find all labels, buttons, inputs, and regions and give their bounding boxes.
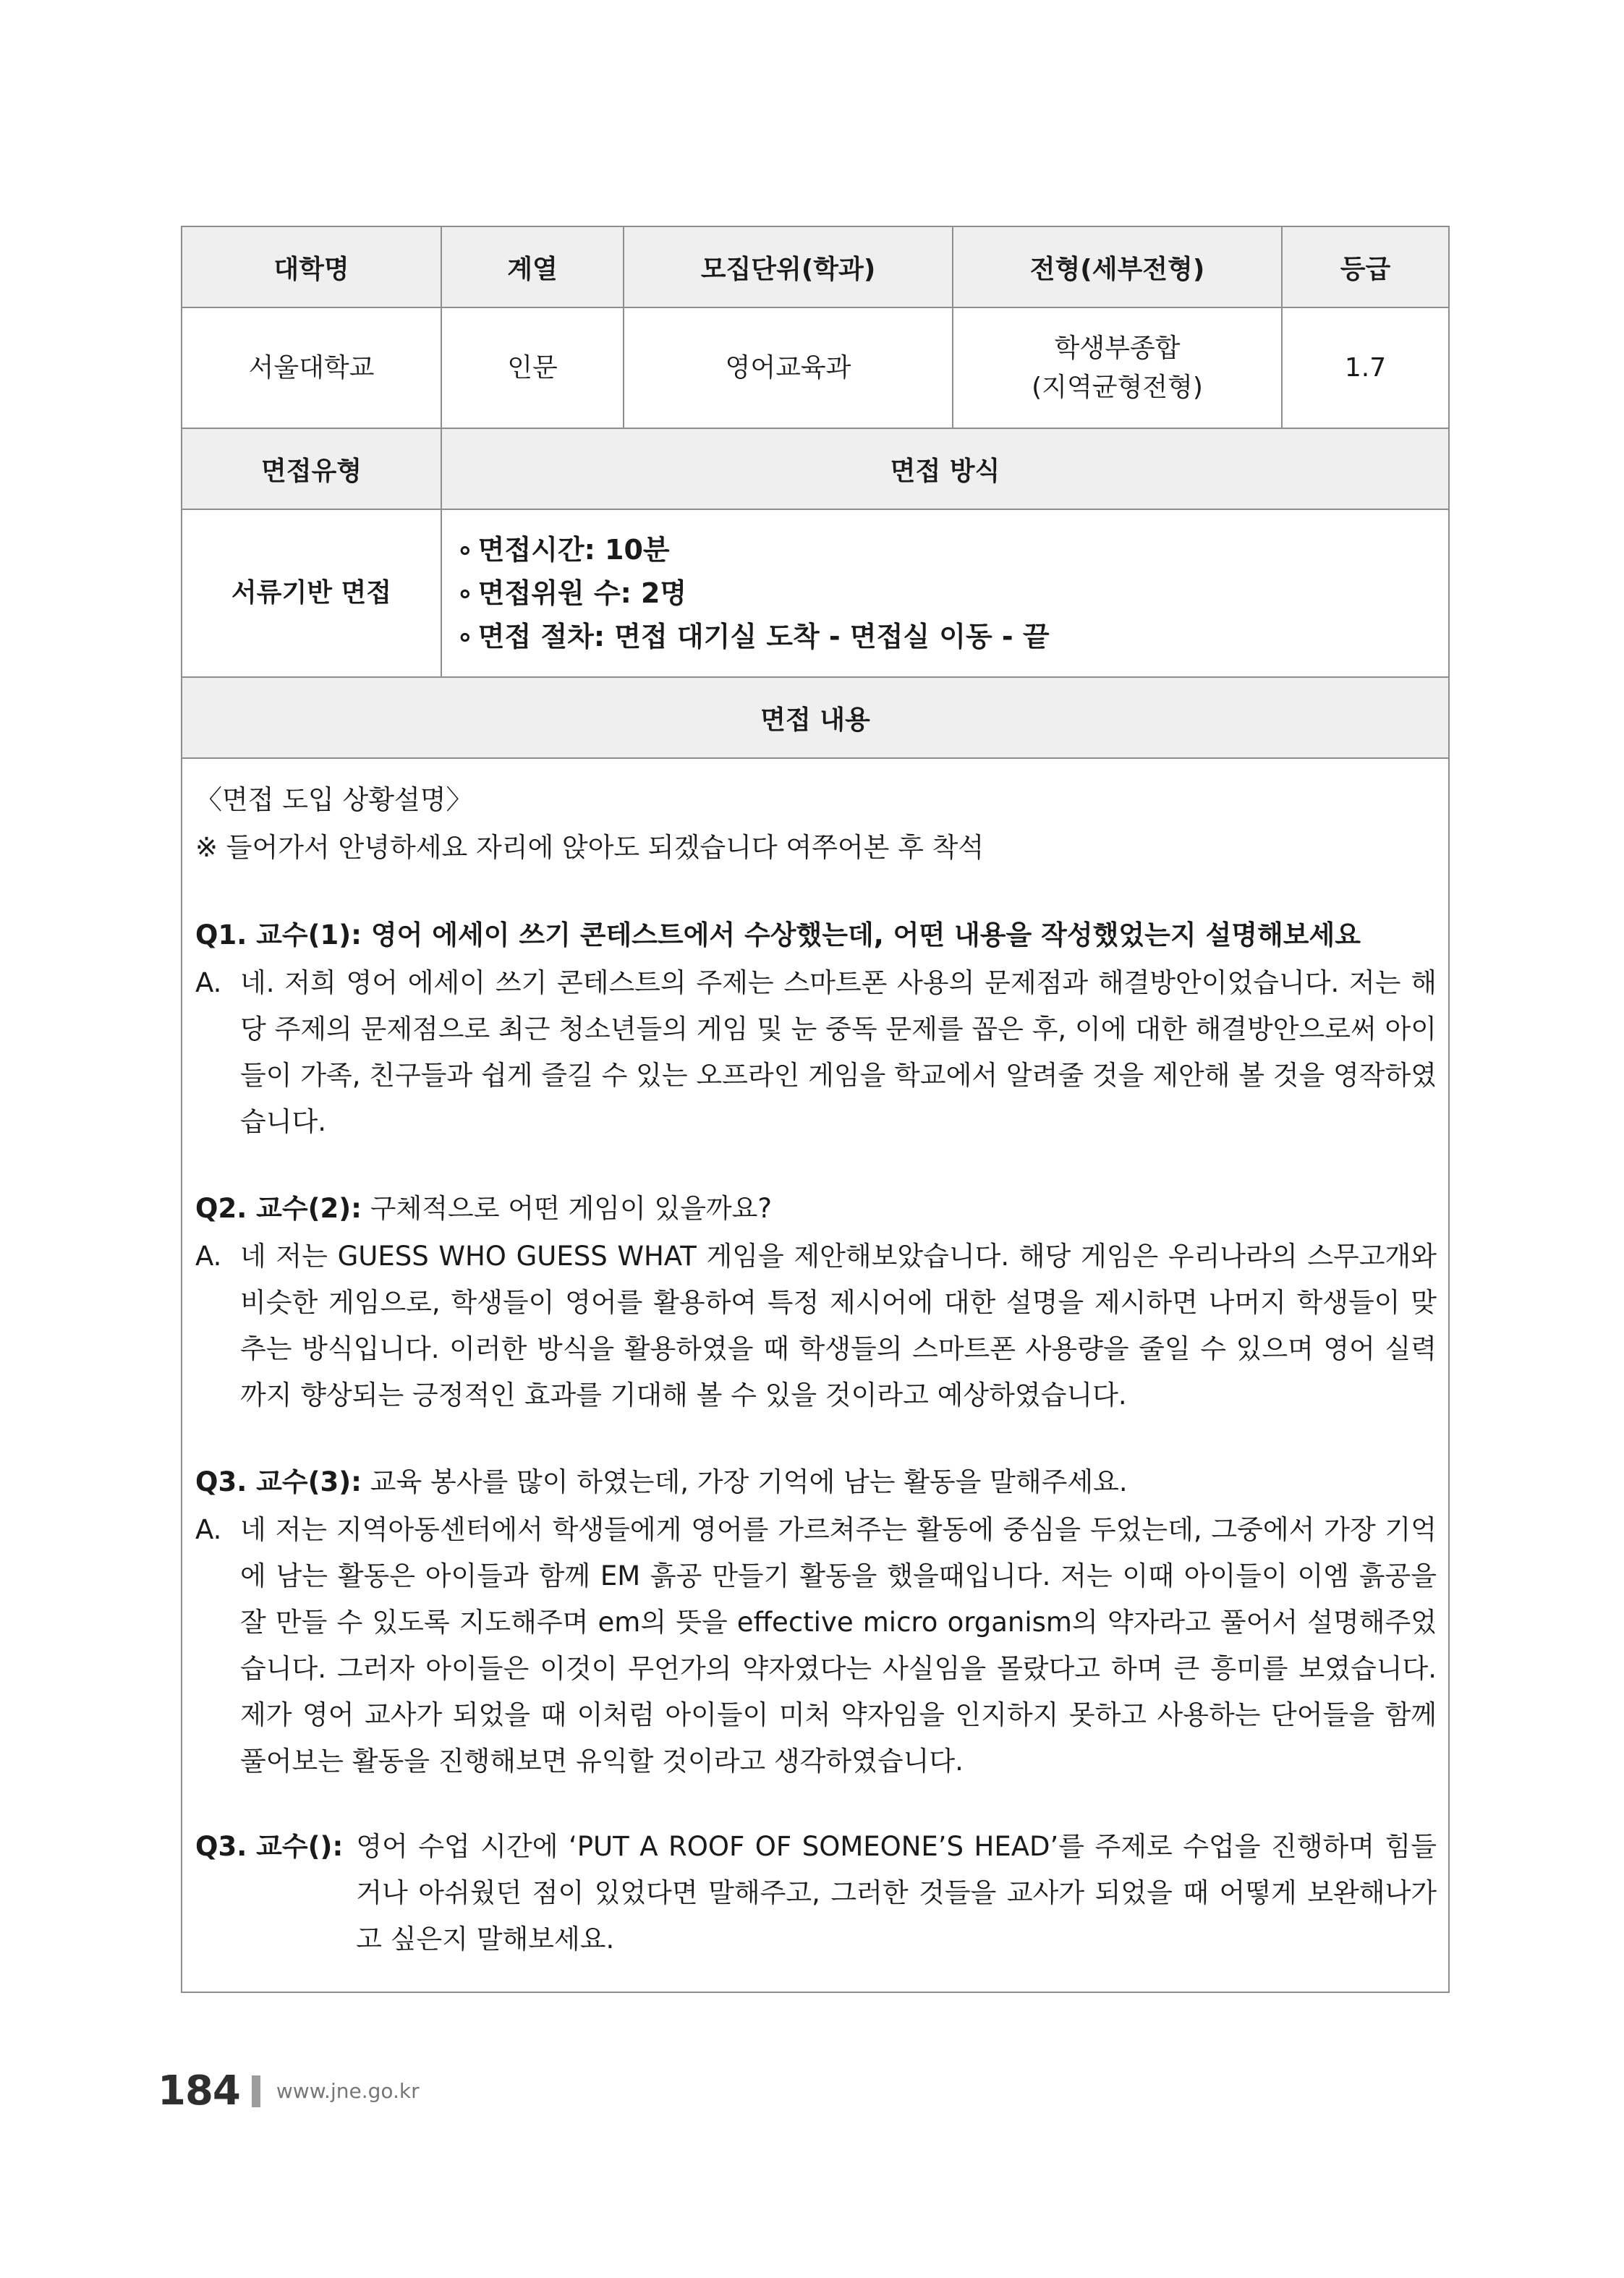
question-3-text: 교육 봉사를 많이 하였는데, 가장 기억에 남는 활동을 말해주세요. <box>370 1466 1128 1497</box>
cell-interview-content <box>182 758 1449 1992</box>
answer-2 <box>195 1233 1437 1419</box>
answer-1-label: A. <box>195 967 222 998</box>
header-department: 모집단위(학과) <box>624 226 953 307</box>
question-3-label: Q3. 교수(3): <box>195 1466 362 1497</box>
method-item-panel: ∘ 면접위원 수: 2명 <box>456 571 1448 615</box>
cell-university: 서울대학교 <box>182 307 441 428</box>
footer-divider <box>252 2075 260 2107</box>
intro-note: ※ 들어가서 안녕하세요 자리에 앉아도 되겠습니다 여쭈어본 후 착석 <box>195 832 985 863</box>
header-interview-content: 면접 내용 <box>182 677 1449 758</box>
header-interview-type: 면접유형 <box>182 428 441 509</box>
answer-2-text: 네 저는 GUESS WHO GUESS WHAT 게임을 제안해보았습니다. 해당 게임은 우리나라의 스무고개와 비슷한 게임으로, 학생들이 영어를 활용하여 특정 제시어에 대한 설명을 제시하면 나머지 학생들이 맞추는 방식입니다. 이러한 방식을 활용하였을 때 학생들의 스마트폰 사용량을 줄일 수 있으며 영어 실력까지 향상되는 긍정적인 효과를 기대해 볼 수 있을 것이라고 예상하였습니다. <box>240 1241 1437 1411</box>
cell-field: 인문 <box>441 307 624 428</box>
header-grade: 등급 <box>1282 226 1449 307</box>
page-footer <box>158 2067 420 2115</box>
page-number: 184 <box>158 2067 240 2115</box>
header-admission: 전형(세부전형) <box>953 226 1282 307</box>
interview-table <box>181 226 1450 1993</box>
question-2-label: Q2. 교수(2): <box>195 1193 362 1224</box>
interview-sheet <box>181 226 1448 1993</box>
intro-title: 〈면접 도입 상황설명〉 <box>195 784 473 815</box>
question-2 <box>195 1184 1437 1233</box>
header-interview-method: 면접 방식 <box>441 428 1449 509</box>
method-item-procedure: ∘ 면접 절차: 면접 대기실 도착 - 면접실 이동 - 끝 <box>456 615 1448 658</box>
answer-1-text: 네. 저희 영어 에세이 쓰기 콘테스트의 주제는 스마트폰 사용의 문제점과 해결방안이었습니다. 저는 해당 주제의 문제점으로 최근 청소년들의 게임 및 눈 중독 문제를 꼽은 후, 이에 대한 해결방안으로써 아이들이 가족, 친구들과 쉽게 즐길 수 있는 오프라인 게임을 학교에서 알려줄 것을 제안해 볼 것을 영작하였습니다. <box>240 967 1437 1137</box>
question-3 <box>195 1458 1437 1507</box>
method-item-time: ∘ 면접시간: 10분 <box>456 528 1448 571</box>
cell-interview-type: 서류기반 면접 <box>182 509 441 677</box>
cell-admission <box>953 307 1282 428</box>
footer-url: www.jne.go.kr <box>276 2079 420 2103</box>
header-field: 계열 <box>441 226 624 307</box>
admission-line-2: (지역균형전형) <box>1032 372 1203 402</box>
answer-2-label: A. <box>195 1241 222 1272</box>
question-1-text: Q1. 교수(1): 영어 에세이 쓰기 콘테스트에서 수상했는데, 어떤 내용을 작성했었는지 설명해보세요 <box>195 919 1361 951</box>
header-university: 대학명 <box>182 226 441 307</box>
cell-grade: 1.7 <box>1282 307 1449 428</box>
question-4-label: Q3. 교수(): <box>195 1831 344 1862</box>
answer-3 <box>195 1507 1437 1785</box>
answer-3-label: A. <box>195 1514 222 1545</box>
question-1 <box>195 911 1437 960</box>
question-4 <box>195 1824 1437 1963</box>
question-2-text: 구체적으로 어떤 게임이 있을까요? <box>370 1193 773 1224</box>
cell-department: 영어교육과 <box>624 307 953 428</box>
question-4-text: 영어 수업 시간에 ‘PUT A ROOF OF SOMEONE’S HEAD’를 주제로 수업을 진행하며 힘들거나 아쉬웠던 점이 있었다면 말해주고, 그러한 것들을 교사가 되었을 때 어떻게 보완해나가고 싶은지 말해보세요. <box>356 1831 1437 1955</box>
answer-1 <box>195 960 1437 1145</box>
cell-interview-method <box>441 509 1449 677</box>
admission-line-1: 학생부종합 <box>1054 333 1181 363</box>
answer-3-text: 네 저는 지역아동센터에서 학생들에게 영어를 가르쳐주는 활동에 중심을 두었는데, 그중에서 가장 기억에 남는 활동은 아이들과 함께 EM 흙공 만들기 활동을 했을때입니다. 저는 이때 아이들이 이엠 흙공을 잘 만들 수 있도록 지도해주며 em의 뜻을 effective micro organism의 약자라고 풀어서 설명해주었습니다. 그러자 아이들은 이것이 무언가의 약자였다는 사실임을 몰랐다고 하며 큰 흥미를 보였습니다. 제가 영어 교사가 되었을 때 이처럼 아이들이 미처 약자임을 인지하지 못하고 사용하는 단어들을 함께 풀어보는 활동을 진행해보면 유익할 것이라고 생각하였습니다. <box>240 1514 1437 1777</box>
